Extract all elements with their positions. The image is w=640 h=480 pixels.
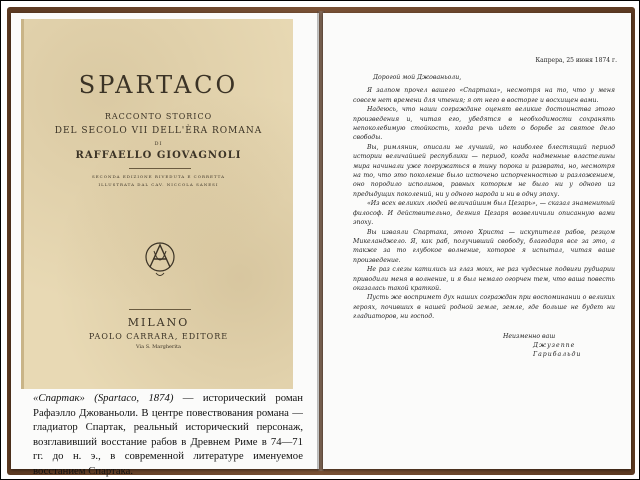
cover-caption <box>33 391 303 478</box>
letter-paragraph: «Из всех великих людей величайшим был Цезарь», — сказал знаменитый философ. И действительно, деяния Цезаря возвеличили описанную вами эпоху. <box>353 200 615 227</box>
open-book <box>7 7 635 475</box>
letter-paragraph: Надеюсь, что наши сограждане оценят великие достоинства этого произведения и, читая его, убедятся в необходимости сохранять непоколебимую стойкость, когда речь идет о борьбе за святое дело свободы. <box>353 106 615 142</box>
cover-publisher: PAOLO CARRARA, EDITORE <box>88 332 229 341</box>
right-page <box>323 13 631 469</box>
left-page <box>11 13 319 477</box>
cover-rule <box>129 168 191 169</box>
garibaldi-letter <box>353 53 615 360</box>
letter-paragraph: Не раз слезы катились из глаз моих, не раз чудесные подвиги рудиарии приводили меня в волнение, и я был немало огорчен тем, что ваша повесть оказалась такой краткой. <box>353 266 615 292</box>
cover-subtitle-1: RACCONTO STORICO <box>104 112 213 121</box>
cover-title: SPARTACO <box>78 71 239 99</box>
cover-address: Via S. Margherita <box>136 344 181 350</box>
caption-text: — исторический роман Рафаэлло Джованьоли. В центре повествования романа — гладиатор Спартак, реальный исторический персонаж, возглавивший восстание рабов в Древнем Риме в 74—71 гг. до н. э., в современной литературе именуемое восстанием Спартака. <box>33 392 304 477</box>
letter-closing: Неизменно ваш <box>503 332 556 340</box>
cover-rule-2 <box>129 309 191 310</box>
title-page-photo <box>21 19 293 389</box>
cover-illustrator: ILLUSTRATA DAL CAV. NICCOLA SANESI <box>98 182 219 187</box>
letter-signature: Джузеппе Гарибальди <box>533 341 582 359</box>
letter-paragraph: Я залпом прочел вашего «Спартака», несмотря на то, что у меня совсем нет времени для чтения; я от него в восторге и восхищен вами. <box>353 87 615 104</box>
cover-city: MILANO <box>127 316 190 329</box>
cover-author: RAFFAELLO GIOVAGNOLI <box>75 150 242 161</box>
letter-salutation: Дорогой мой Джованьоли, <box>373 74 462 81</box>
caption-title: «Спартак» (Spartaco, 1874) <box>33 392 174 404</box>
publisher-monogram-icon <box>142 239 178 279</box>
cover-subtitle-2: DEL SECOLO VII DELL'ÈRA ROMANA <box>54 126 263 136</box>
letter-paragraph: Вы изваяли Спартака, этого Христа — искупителя рабов, резцом Микеланджело. Я, как раб, получивший свободу, благодаря все за это, а также за то глубокое волнение, которое я испытал, читая ваше произведение. <box>353 228 615 264</box>
letter-date: Капрера, 25 июня 1874 г. <box>535 57 617 64</box>
cover-edition: SECONDA EDIZIONE RIVEDUTA E CORRETTA <box>91 174 226 179</box>
letter-paragraph: Пусть же воспримет дух наших сограждан при воспоминании о великих героях, почивших в нашей родной земле, земле, где больше не будет ни гладиаторов, ни господ. <box>353 294 615 321</box>
letter-paragraph: Вы, римлянин, описали не лучший, но наиболее блестящий период истории величайшей республики — период, когда надменные властелины мира начинали уже погружаться в тину порока и разврата, но, несмотря на то, что это поколение было источено испорченностью и разложением, оно породило исполинов, равных которым не было ни у одного из предыдущих поколений, ни у одного народа и ни в одну эпоху. <box>353 143 615 198</box>
cover-di: DI <box>154 141 163 147</box>
